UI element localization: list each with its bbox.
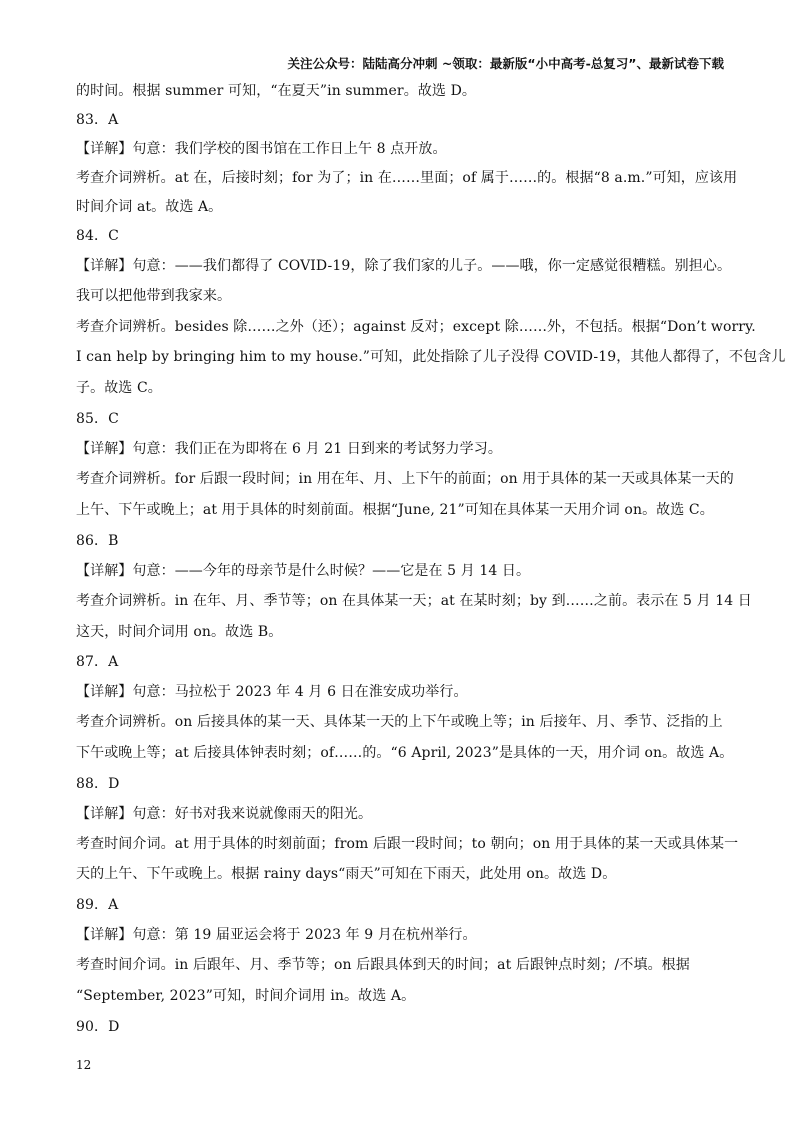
- text-line: I can help by bringing him to my house.”可知，此处指除了儿子没得 COVID-19，其他人都得了，不包含儿: [76, 349, 786, 365]
- text-line: “September, 2023”可知，时间介词用 in。故选 A。: [76, 988, 416, 1004]
- text-line: 子。故选 C。: [76, 380, 162, 396]
- answer-line: 84．C: [76, 228, 119, 244]
- answer-line: 89．A: [76, 897, 119, 913]
- page-header: 关注公众号：陆陆高分冲刺 ~领取：最新版“小中高考-总复习”、最新试卷下载: [287, 56, 724, 71]
- text-line: 考查时间介词。in 后跟年、月、季节等；on 后跟具体到天的时间；at 后跟钟点时刻；/不填。根据: [76, 957, 690, 973]
- answer-line: 88．D: [76, 776, 120, 792]
- text-line: 这天，时间介词用 on。故选 B。: [76, 624, 283, 640]
- text-line: 下午或晚上等；at 后接具体钟表时刻；of……的。“6 April, 2023”是具体的一天，用介词 on。故选 A。: [76, 745, 734, 761]
- answer-line: 90．D: [76, 1019, 120, 1035]
- answer-line: 83．A: [76, 112, 119, 128]
- text-line: 考查介词辨析。at 在，后接时刻；for 为了；in 在……里面；of 属于……的。根据“8 a.m.”可知，应该用: [76, 170, 738, 186]
- text-line: 我可以把他带到我家来。: [76, 288, 232, 304]
- answer-line: 85．C: [76, 411, 119, 427]
- text-line: 考查介词辨析。besides 除……之外（还）；against 反对；except 除……外，不包括。根据“Don’t worry.: [76, 319, 756, 335]
- text-line: 考查时间介词。at 用于具体的时刻前面；from 后跟一段时间；to 朝向；on 用于具体的某一天或具体某一: [76, 836, 739, 852]
- text-line: 时间介词 at。故选 A。: [76, 199, 223, 215]
- text-line: 【详解】句意：——今年的母亲节是什么时候？——它是在 5 月 14 日。: [76, 563, 531, 579]
- text-line: 考查介词辨析。on 后接具体的某一天、具体某一天的上下午或晚上等；in 后接年、月、季节、泛指的上: [76, 714, 723, 730]
- text-line: 【详解】句意：马拉松于 2023 年 4 月 6 日在淮安成功举行。: [76, 684, 468, 700]
- text-line: 的时间。根据 summer 可知，“在夏天”in summer。故选 D。: [76, 83, 476, 99]
- text-line: 考查介词辨析。in 在年、月、季节等；on 在具体某一天；at 在某时刻；by 到……之前。表示在 5 月 14 日: [76, 593, 752, 609]
- text-line: 【详解】句意：我们学校的图书馆在工作日上午 8 点开放。: [76, 141, 447, 157]
- text-line: 【详解】句意：好书对我来说就像雨天的阳光。: [76, 806, 373, 822]
- text-line: 【详解】句意：第 19 届亚运会将于 2023 年 9 月在杭州举行。: [76, 927, 477, 943]
- answer-line: 87．A: [76, 654, 119, 670]
- text-line: 上午、下午或晚上；at 用于具体的时刻前面。根据“June, 21”可知在具体某一天用介词 on。故选 C。: [76, 502, 714, 518]
- text-line: 天的上午、下午或晚上。根据 rainy days“雨天”可知在下雨天，此处用 on。故选 D。: [76, 866, 617, 882]
- page-number: 12: [76, 1058, 92, 1072]
- text-line: 考查介词辨析。for 后跟一段时间；in 用在年、月、上下午的前面；on 用于具体的某一天或具体某一天的: [76, 471, 734, 487]
- answer-line: 86．B: [76, 533, 119, 549]
- text-line: 【详解】句意：我们正在为即将在 6 月 21 日到来的考试努力学习。: [76, 441, 502, 457]
- text-line: 【详解】句意：——我们都得了 COVID-19，除了我们家的儿子。——哦，你一定感觉很糟糕。别担心。: [76, 258, 732, 274]
